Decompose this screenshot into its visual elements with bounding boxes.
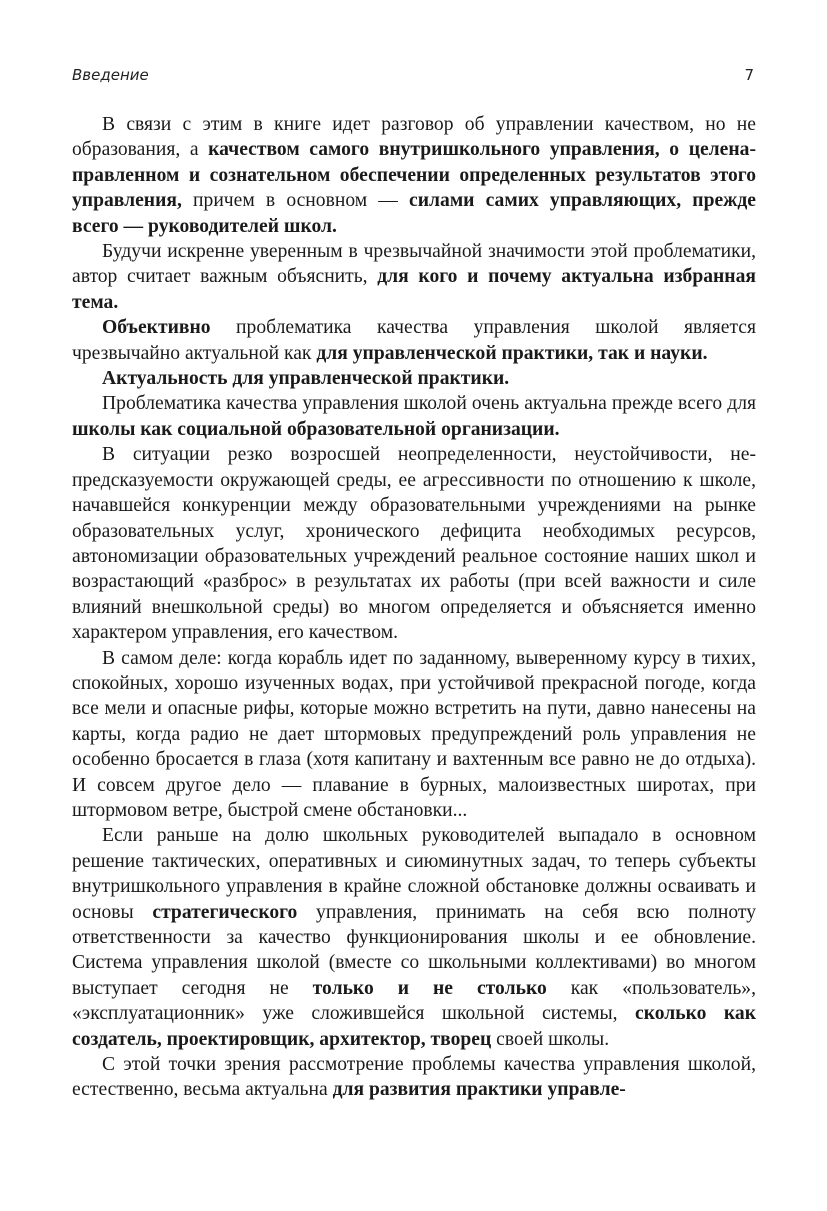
text-run: В связи с этим в книге идет разговор об управлении качеством, но не образования, а [72,114,756,161]
paragraph [72,646,756,824]
running-head [72,66,756,90]
bold-run: для кого и почему актуальна избранная тема. [72,266,756,313]
text-run: Если раньше на долю школьных руководителей выпадало в основном решение тактических, оперативных и сиюминутных задач, то теперь субъекты внутришкольного управления в крайне сложной обстановке должны осваивать и основы [72,825,756,923]
text-run: В ситуации резко возросшей неопределенности, неустойчивости, непредсказуемости окружающей среды, ее агрессивности по отношению к школе, начавшейся конкуренции между образовательными учреждениями на рынке образовательных услуг, хронического дефицита необходимых ресурсов, автономизации образовательных учреждений реальное состояние наших школ и возрастающий «разброс» в результатах их работы (при всей важности и силе влияний внешкольной среды) во многом определяется и объясняется именно характером управления, его качеством. [72,444,756,644]
book-page [72,0,756,1211]
bold-run: силами самих управляющих, прежде всего — руководителей школ. [72,190,756,237]
paragraph [72,239,756,315]
bold-run: школы как социальной образовательной организации. [72,418,560,440]
text-run: проблематика качества управления школой является чрезвычайно актуальной как [72,317,756,364]
section-subheading [72,366,756,391]
text-run: своей школы. [491,1028,610,1050]
bold-run: стратегического [152,901,298,923]
page-number: 7 [744,66,754,84]
text-run: Проблематика качества управления школой очень актуальна прежде всего для [102,393,756,415]
bold-run: Актуальность для управленческой практики. [102,368,510,390]
running-title: Введение [72,66,149,84]
text-run: В самом деле: когда корабль идет по заданному, выверенному курсу в тихих, спокойных, хорошо изученных водах, при устойчивой прекрасной погоде, когда все мели и опасные рифы, которые можно встретить на пути, давно нанесены на карты, когда радио не дает штормовых предупреждений роль управления не особенно бросается в глаза (хотя капитану и вахтенным все равно не до отдыха). И совсем другое дело — плавание в бурных, малоизвестных широтах, при штормовом ветре, быстрой смене обстановки... [72,647,756,821]
bold-run: только и не столько [312,977,547,999]
paragraph [72,1052,756,1103]
text-run: управления, принимать на себя всю полноту ответственности за качество функционирования школы и ее обновление. Система управления школой (вместе со школьными коллективами) во многом выступает сегодня не [72,901,756,999]
bold-run: сколько как создатель, проектировщик, архитектор, творец [72,1003,756,1050]
text-run: Будучи искренне уверенным в чрезвычайной значимости этой проблематики, автор считает важным объяснить, [72,241,756,288]
paragraph [72,823,756,1052]
bold-run: качеством самого внутришкольного управления, о целенаправленном и сознательном обеспечении определенных результатов этого управления, [72,139,756,212]
paragraph [72,442,756,645]
paragraph [72,315,756,366]
body-text [72,112,756,1103]
paragraph [72,112,756,239]
bold-run: для развития практики управле- [332,1079,626,1101]
text-run: С этой точки зрения рассмотрение проблемы качества управления школой, естественно, весьма актуальна [72,1054,756,1101]
text-run: причем в основном — [181,190,410,212]
paragraph [72,391,756,442]
bold-run: Объективно [102,317,211,339]
text-run: как «пользователь», «эксплуатационник» уже сложившейся школьной системы, [72,977,756,1025]
bold-run: для управленческой практики, так и науки. [316,342,708,364]
